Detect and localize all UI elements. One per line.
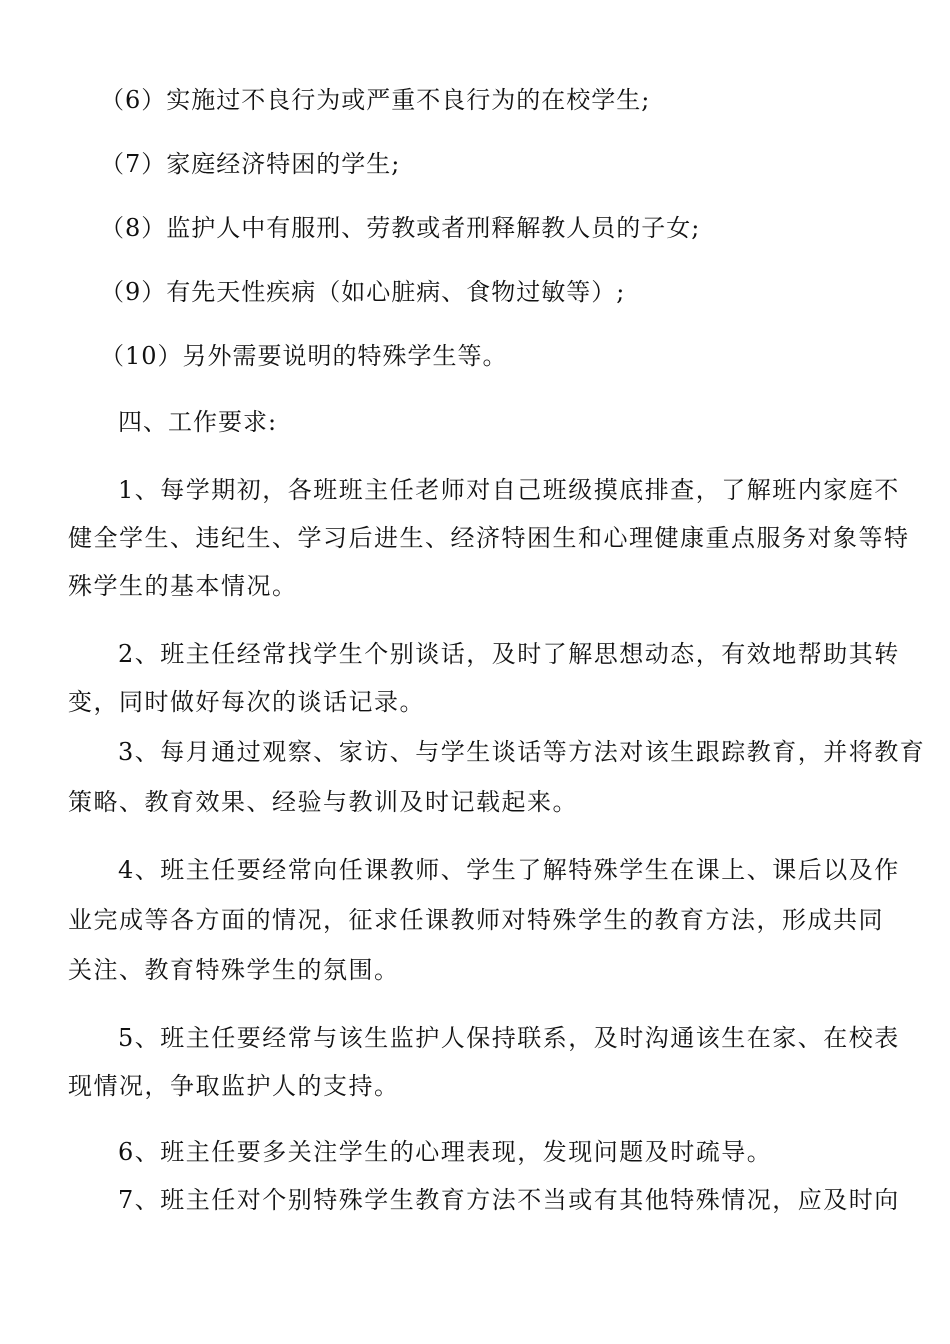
list-item-9: （9）有先天性疾病（如心脏病、食物过敏等）; bbox=[100, 278, 626, 306]
paragraph-5-line-2: 现情况，争取监护人的支持。 bbox=[68, 1072, 400, 1100]
paragraph-5-line-1: 5、班主任要经常与该生监护人保持联系，及时沟通该生在家、在校表 bbox=[118, 1024, 900, 1052]
paragraph-4-line-2: 业完成等各方面的情况，征求任课教师对特殊学生的教育方法，形成共同 bbox=[68, 906, 884, 934]
section-heading: 四、工作要求: bbox=[118, 408, 278, 436]
list-item-8: （8）监护人中有服刑、劳教或者刑释解教人员的子女; bbox=[100, 214, 701, 242]
paragraph-2-line-1: 2、班主任经常找学生个别谈话，及时了解思想动态，有效地帮助其转 bbox=[118, 640, 900, 668]
paragraph-6-line-1: 6、班主任要多关注学生的心理表现，发现问题及时疏导。 bbox=[118, 1138, 773, 1166]
list-item-10: （10）另外需要说明的特殊学生等。 bbox=[100, 342, 508, 370]
paragraph-1-line-3: 殊学生的基本情况。 bbox=[68, 572, 298, 600]
paragraph-3-line-2: 策略、教育效果、经验与教训及时记载起来。 bbox=[68, 788, 578, 816]
paragraph-3-line-1: 3、每月通过观察、家访、与学生谈话等方法对该生跟踪教育，并将教育 bbox=[118, 738, 926, 766]
paragraph-7-line-1: 7、班主任对个别特殊学生教育方法不当或有其他特殊情况，应及时向 bbox=[118, 1186, 900, 1214]
list-item-6: （6）实施过不良行为或严重不良行为的在校学生; bbox=[100, 86, 651, 114]
paragraph-1-line-2: 健全学生、违纪生、学习后进生、经济特困生和心理健康重点服务对象等特 bbox=[68, 524, 910, 552]
paragraph-2-line-2: 变，同时做好每次的谈话记录。 bbox=[68, 688, 425, 716]
paragraph-1-line-1: 1、每学期初，各班班主任老师对自己班级摸底排查，了解班内家庭不 bbox=[118, 476, 900, 504]
paragraph-4-line-3: 关注、教育特殊学生的氛围。 bbox=[68, 956, 400, 984]
paragraph-4-line-1: 4、班主任要经常向任课教师、学生了解特殊学生在课上、课后以及作 bbox=[118, 856, 900, 884]
list-item-7: （7）家庭经济特困的学生; bbox=[100, 150, 401, 178]
